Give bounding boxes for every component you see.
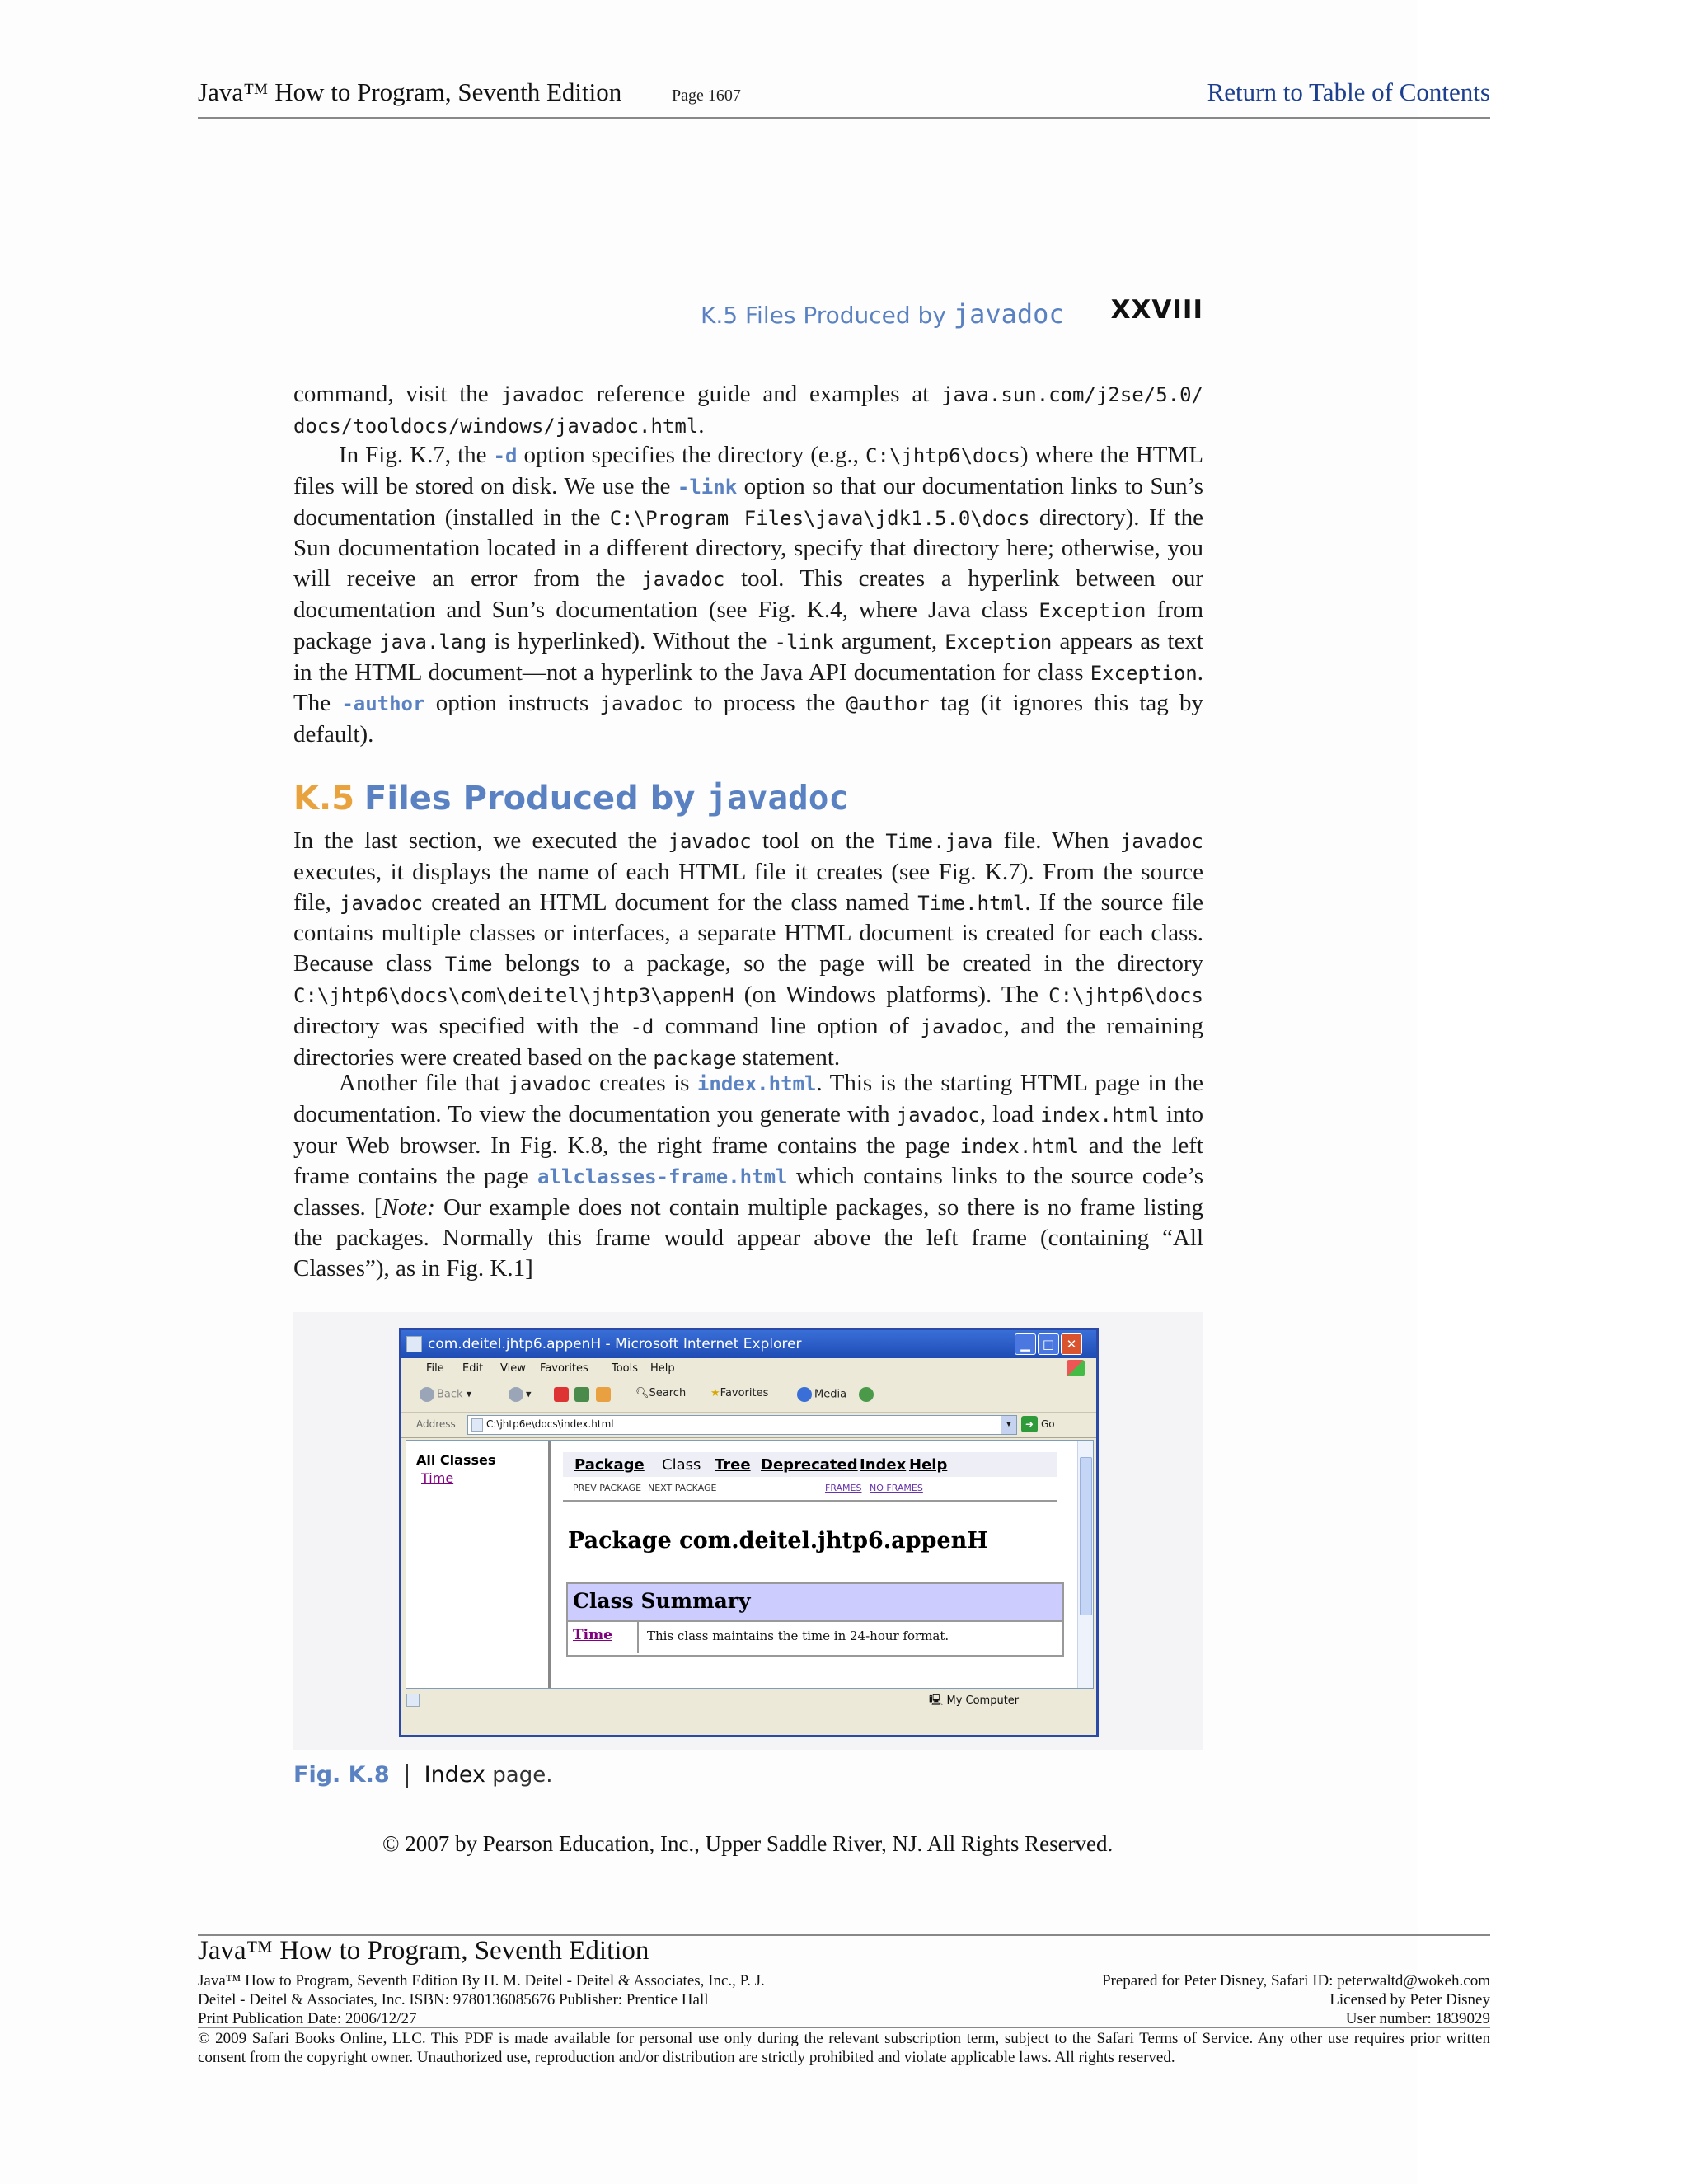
code-bold: -d — [493, 444, 518, 467]
maximize-button[interactable]: □ — [1038, 1333, 1059, 1355]
section-number: K.5 — [293, 780, 355, 818]
status-zone — [929, 1693, 1019, 1711]
text: Another file that — [339, 1070, 509, 1096]
address-bar — [401, 1413, 1096, 1438]
code: @author — [846, 692, 930, 716]
running-head-section-text: K.5 Files Produced by — [701, 302, 954, 329]
doc-nav-bar — [563, 1452, 1057, 1477]
browser-title: com.deitel.jhtp6.appenH - Microsoft Internet Explorer — [428, 1336, 802, 1352]
refresh-button[interactable] — [574, 1387, 592, 1402]
class-summary-header — [568, 1584, 1062, 1622]
text: . If the source file contains multiple classes or interfaces, a separate HTML document is created for each class. Because class — [293, 888, 1203, 977]
status-bar — [401, 1690, 1096, 1710]
code: index.html — [959, 1134, 1080, 1158]
text: option so that our documentation links to Sun’s documentation (installed in the — [293, 472, 1203, 531]
paragraph-4 — [293, 1068, 1203, 1284]
section-title-code: javadoc — [706, 778, 850, 818]
table-row-class-link[interactable]: Time — [573, 1627, 612, 1643]
search-label: Search — [649, 1387, 687, 1399]
nav-deprecated[interactable]: Deprecated — [761, 1456, 858, 1474]
code: index.html — [1040, 1103, 1160, 1127]
running-head — [701, 295, 1203, 331]
page-icon — [406, 1336, 422, 1352]
nav-class: Class — [662, 1456, 701, 1474]
code: javadoc — [668, 830, 752, 853]
text: . This is the starting HTML page in the documentation. To view the documentation you generate with — [293, 1070, 1203, 1127]
address-input[interactable] — [467, 1415, 1017, 1435]
package-title: Package com.deitel.jhtp6.appenH — [568, 1528, 988, 1554]
page-header — [198, 76, 1490, 119]
windows-logo-icon — [1067, 1360, 1085, 1376]
menu-help[interactable]: Help — [650, 1362, 675, 1375]
nav-index[interactable]: Index — [860, 1456, 907, 1474]
paragraph-2 — [293, 440, 1203, 750]
text: and the left frame contains the page — [293, 1132, 1203, 1190]
text: belongs to a package, so the page will be created in the directory — [492, 950, 1203, 977]
running-head-page-numeral: XXVIII — [1110, 295, 1203, 325]
history-icon — [859, 1387, 874, 1402]
media-button[interactable] — [797, 1387, 846, 1402]
browser-window — [399, 1328, 1099, 1737]
code: javadoc — [339, 891, 424, 915]
search-icon: 🔍︎ — [635, 1387, 649, 1399]
code: javadoc — [599, 692, 683, 716]
go-button[interactable] — [1021, 1416, 1055, 1432]
go-arrow-icon: ➜ — [1021, 1416, 1038, 1432]
nav-package[interactable]: Package — [574, 1456, 645, 1474]
star-icon: ★ — [710, 1387, 720, 1399]
divider — [637, 1620, 639, 1653]
class-link-time[interactable]: Time — [421, 1470, 454, 1486]
header-book-title: Java™ How to Program, Seventh Edition — [198, 77, 622, 106]
code: C:\jhtp6\docs\com\deitel\jhtp3\appenH — [293, 983, 734, 1007]
code-bold: allclasses-frame.html — [537, 1165, 788, 1189]
footer-right-line: Licensed by Peter Disney — [1329, 1991, 1490, 2008]
forward-arrow-icon — [509, 1387, 523, 1402]
figure-label: Fig. K.8 — [293, 1762, 390, 1788]
nav-tree[interactable]: Tree — [715, 1456, 751, 1474]
code: javadoc — [896, 1103, 980, 1127]
address-label: Address — [416, 1418, 456, 1430]
home-button[interactable] — [596, 1387, 613, 1402]
caption-separator — [406, 1764, 408, 1788]
menu-file[interactable]: File — [426, 1362, 444, 1375]
code: Exception — [945, 630, 1053, 654]
footer-right-line: User number: 1839029 — [1345, 2010, 1490, 2027]
text: executes, it displays the name of each HTML file it creates (see Fig. K.7). From the source file, — [293, 858, 1203, 916]
text: file. When — [992, 827, 1120, 854]
code: C:\jhtp6\docs — [1048, 983, 1203, 1007]
favorites-label: Favorites — [720, 1387, 769, 1399]
left-frame — [406, 1441, 551, 1688]
back-label: Back — [437, 1388, 463, 1401]
code: -link — [774, 630, 834, 654]
code: C:\jhtp6\docs — [865, 444, 1020, 467]
prev-package: PREV PACKAGE — [573, 1483, 642, 1493]
header-page-label: Page 1607 — [672, 87, 741, 105]
refresh-icon — [574, 1387, 589, 1402]
code: Time.html — [917, 891, 1025, 915]
text: command line option of — [654, 1012, 921, 1039]
go-label: Go — [1041, 1418, 1055, 1430]
text: statement. — [736, 1043, 841, 1071]
stop-icon — [554, 1387, 569, 1402]
text: tool on the — [751, 827, 886, 854]
back-button[interactable]: Back ▾ — [420, 1387, 471, 1402]
browser-content — [406, 1440, 1094, 1689]
close-button[interactable]: ✕ — [1061, 1333, 1082, 1355]
text: . — [698, 411, 705, 438]
status-zone-label: My Computer — [946, 1694, 1020, 1707]
code: javadoc — [920, 1015, 1004, 1038]
text: is hyperlinked). Without the — [486, 627, 775, 654]
search-button[interactable] — [635, 1387, 686, 1399]
code-bold: index.html — [696, 1072, 817, 1095]
menu-view[interactable]: View — [500, 1362, 526, 1375]
text: option specifies the directory (e.g., — [517, 442, 866, 468]
page-icon — [471, 1418, 483, 1432]
next-package: NEXT PACKAGE — [648, 1483, 717, 1493]
home-icon — [596, 1387, 611, 1402]
caption-code-word: Index — [424, 1762, 485, 1788]
frames-link[interactable]: FRAMES — [825, 1483, 862, 1493]
media-icon — [797, 1387, 812, 1402]
figure-caption — [293, 1761, 552, 1788]
scrollbar-thumb[interactable] — [1080, 1457, 1092, 1615]
code: javadoc — [641, 568, 725, 592]
text: created an HTML document for the class named — [423, 888, 918, 916]
text: In the last section, we executed the — [293, 827, 668, 854]
history-button[interactable] — [859, 1387, 876, 1402]
favorites-button[interactable] — [710, 1387, 768, 1399]
text: option instructs — [424, 690, 600, 717]
text: (on Windows platforms). The — [734, 981, 1049, 1008]
menu-tools[interactable]: Tools — [612, 1362, 639, 1375]
text: appears as text in the HTML document—not a hyperlink to the Java API documentation for class — [293, 627, 1203, 686]
browser-toolbar — [401, 1380, 1096, 1413]
menu-favorites[interactable]: Favorites — [540, 1362, 588, 1375]
toc-link[interactable]: Return to Table of Contents — [1207, 77, 1490, 106]
footer-legal: © 2009 Safari Books Online, LLC. This PDF is made available for personal use only during the relevant subscription term, subject to the Safari Terms of Service. Any other use requires prior written consent from the copyright owner. Unauthorized use, reproduction and/or distribution are strictly prohibited and violate applicable laws. All rights reserved. — [198, 2030, 1490, 2066]
code: C:\Program Files\java\jdk1.5.0\docs — [609, 506, 1030, 530]
footer-left-line: Java™ How to Program, Seventh Edition By H. M. Deitel - Deitel & Associates, Inc., P. J. — [198, 1972, 765, 1990]
code: -d — [630, 1015, 654, 1038]
text: reference guide and examples at — [584, 381, 942, 407]
chevron-down-icon[interactable]: ▼ — [1001, 1416, 1016, 1434]
forward-button[interactable]: ▾ — [509, 1387, 532, 1402]
text: , and the remaining directories were created based on the — [293, 1012, 1203, 1071]
footer-left-line: Deitel - Deitel & Associates, Inc. ISBN: 9780136085676 Publisher: Prentice Hall — [198, 1991, 709, 2008]
caption-text: page. — [485, 1763, 553, 1788]
text: ) where the HTML files will be stored on disk. We use the — [293, 442, 1203, 499]
stop-button[interactable] — [554, 1387, 571, 1402]
code-bold: -author — [341, 692, 425, 716]
code: javadoc — [508, 1072, 592, 1095]
footer-title: Java™ How to Program, Seventh Edition — [198, 1936, 649, 1966]
footer-right-line: Prepared for Peter Disney, Safari ID: peterwaltd@wokeh.com — [1101, 1972, 1490, 1990]
text: In Fig. K.7, the — [339, 442, 494, 468]
code: javadoc — [500, 383, 584, 406]
all-classes-heading: All Classes — [416, 1452, 496, 1468]
code: Time.java — [885, 830, 993, 853]
menu-edit[interactable]: Edit — [462, 1362, 484, 1375]
nav-help[interactable]: Help — [909, 1456, 948, 1474]
browser-title-bar[interactable] — [401, 1330, 1096, 1358]
code: Exception — [1039, 598, 1146, 622]
text: tag (it ignores this tag by default). — [293, 690, 1203, 748]
code: javadoc — [1119, 830, 1203, 853]
table-row-description: This class maintains the time in 24-hour format. — [647, 1629, 950, 1643]
address-value: C:\jhtp6e\docs\index.html — [486, 1418, 614, 1430]
minimize-button[interactable]: ▁ — [1015, 1333, 1036, 1355]
section-heading — [293, 778, 849, 818]
text: directory). If the Sun documentation located in a different directory, specify that directory here; otherwise, you will receive an error from the — [293, 504, 1203, 593]
paragraph-1 — [293, 379, 1203, 442]
footer-left-line: Print Publication Date: 2006/12/27 — [198, 2010, 417, 2027]
code: java.lang — [379, 630, 487, 654]
text: , load — [979, 1100, 1041, 1127]
running-head-code: javadoc — [953, 298, 1065, 330]
divider — [563, 1500, 1057, 1502]
note-label: Note: — [382, 1194, 435, 1221]
paragraph-3 — [293, 826, 1203, 1073]
text: which contains links to the source code’s classes. [ — [293, 1163, 1203, 1221]
code-bold: -link — [677, 475, 738, 499]
copyright-notice: © 2007 by Pearson Education, Inc., Upper Saddle River, NJ. All Rights Reserved. — [382, 1831, 1114, 1856]
no-frames-link[interactable]: NO FRAMES — [870, 1483, 923, 1493]
code: package — [653, 1046, 737, 1070]
text: argument, — [833, 627, 945, 654]
text: creates is — [591, 1070, 697, 1096]
class-summary-table — [566, 1582, 1064, 1657]
code: Time — [444, 953, 493, 977]
text: command, visit the — [293, 381, 501, 407]
page-status-icon — [406, 1694, 420, 1707]
computer-icon: 🖳 — [929, 1694, 947, 1707]
code: Exception — [1090, 661, 1198, 685]
class-summary-title: Class Summary — [573, 1589, 751, 1613]
text: into your Web browser. In Fig. K.8, the right frame contains the page — [293, 1100, 1203, 1159]
divider — [198, 2027, 1490, 2028]
text: from package — [293, 596, 1203, 654]
code-url: java.sun.com/j2se/5.0/ docs/tooldocs/windows/javadoc.html — [293, 383, 1203, 438]
text: tool. This creates a hyperlink between our documentation and Sun’s documentation (see Fig. K.4, where Java class — [293, 565, 1203, 623]
text: to process the — [682, 690, 846, 717]
text: . The — [293, 658, 1203, 717]
back-arrow-icon — [420, 1387, 434, 1402]
menu-bar — [401, 1358, 1096, 1380]
media-label: Media — [814, 1388, 847, 1401]
text: Our example does not contain multiple packages, so there is no frame listing the packages. Normally this frame would appear above the left frame (containing “All Classes”), as in Fig. K.1] — [293, 1194, 1204, 1282]
vertical-scrollbar[interactable] — [1077, 1441, 1093, 1688]
text: directory was specified with the — [293, 1012, 631, 1039]
running-head-section — [701, 298, 1065, 330]
section-title: Files Produced by — [364, 780, 707, 818]
